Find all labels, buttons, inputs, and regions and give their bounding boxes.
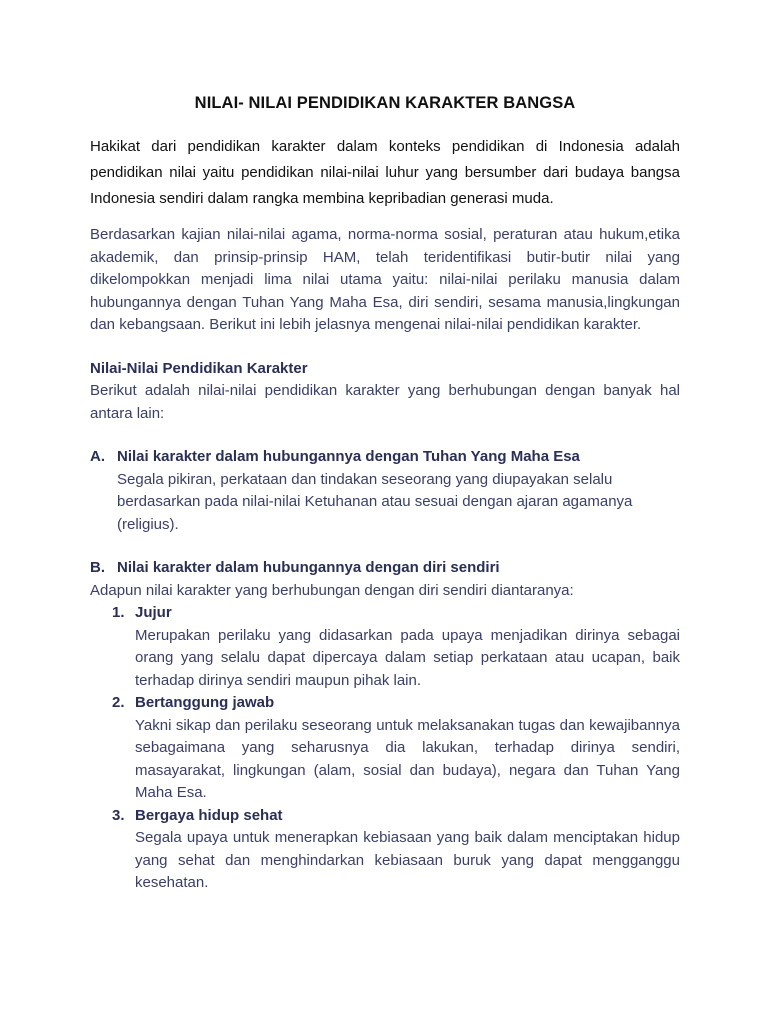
section-b-title: Nilai karakter dalam hubungannya dengan diri sendiri	[117, 559, 500, 576]
list-item-bertanggung-jawab	[90, 692, 680, 805]
list-item-number: 2.	[112, 694, 125, 711]
paragraph-basis: Berdasarkan kajian nilai-nilai agama, norma-norma sosial, peraturan atau hukum,etika akademik, dan prinsip-prinsip HAM, telah teridentifikasi butir-butir nilai yang dikelompokkan menjadi lima nilai utama yaitu: nilai-nilai perilaku manusia dalam hubungannya dengan Tuhan Yang Maha Esa, diri sendiri, sesama manusia,lingkungan dan kebangsaan. Berikut ini lebih jelasnya mengenai nilai-nilai pendidikan karakter.	[90, 226, 680, 333]
page-title: NILAI- NILAI PENDIDIKAN KARAKTER BANGSA	[194, 94, 576, 112]
list-item-body: Yakni sikap dan perilaku seseorang untuk melaksanakan tugas dan kewajibannya sebagaimana yang seharusnya dia lakukan, terhadap dirinya sendiri, masayarakat, lingkungan (alam, sosial dan budaya), negara dan Tuhan Yang Maha Esa.	[135, 716, 680, 801]
section-b-heading	[90, 557, 680, 580]
list-item-number: 3.	[112, 806, 125, 824]
list-item-title: Bergaya hidup sehat	[135, 806, 283, 824]
section-a-title: Nilai karakter dalam hubungannya dengan Tuhan Yang Maha Esa	[117, 448, 580, 465]
list-item-heading	[90, 692, 680, 715]
section-b	[90, 557, 680, 895]
list-item-jujur	[90, 602, 680, 692]
list-item-body: Segala upaya untuk menerapkan kebiasaan yang baik dalam menciptakan hidup yang sehat dan menghindarkan kebiasaan buruk yang dapat mengganggu kesehatan.	[135, 829, 680, 891]
list-item-heading	[90, 805, 680, 828]
section-a	[90, 446, 680, 536]
section-a-body: Segala pikiran, perkataan dan tindakan seseorang yang diupayakan selalu berdasarkan pada nilai-nilai Ketuhanan atau sesuai dengan ajaran agamanya (religius).	[117, 470, 633, 533]
list-item-title: Jujur	[135, 604, 172, 621]
section-b-letter: B.	[90, 559, 105, 576]
intro-paragraph: Hakikat dari pendidikan karakter dalam konteks pendidikan di Indonesia adalah pendidikan nilai yaitu pendidikan nilai-nilai luhur yang bersumber dari budaya bangsa Indonesia sendiri dalam rangka membina kepribadian generasi muda.	[90, 138, 680, 207]
list-item-number: 1.	[112, 604, 125, 621]
section-b-intro: Adapun nilai karakter yang berhubungan dengan diri sendiri diantaranya:	[90, 581, 574, 599]
section-a-letter: A.	[90, 448, 105, 465]
list-item-bergaya-hidup-sehat	[90, 805, 680, 895]
section-a-heading	[90, 446, 680, 469]
list-item-title: Bertanggung jawab	[135, 694, 275, 711]
subheading-values: Nilai-Nilai Pendidikan Karakter	[90, 359, 308, 377]
list-item-body: Merupakan perilaku yang didasarkan pada upaya menjadikan dirinya sebagai orang yang selalu dapat dipercaya dalam setiap perkataan atau ucapan, baik terhadap dirinya sendiri maupun pihak lain.	[135, 626, 680, 689]
paragraph-values-intro: Berikut adalah nilai-nilai pendidikan karakter yang berhubungan dengan banyak hal antara lain:	[90, 382, 680, 422]
list-item-heading	[90, 602, 680, 625]
